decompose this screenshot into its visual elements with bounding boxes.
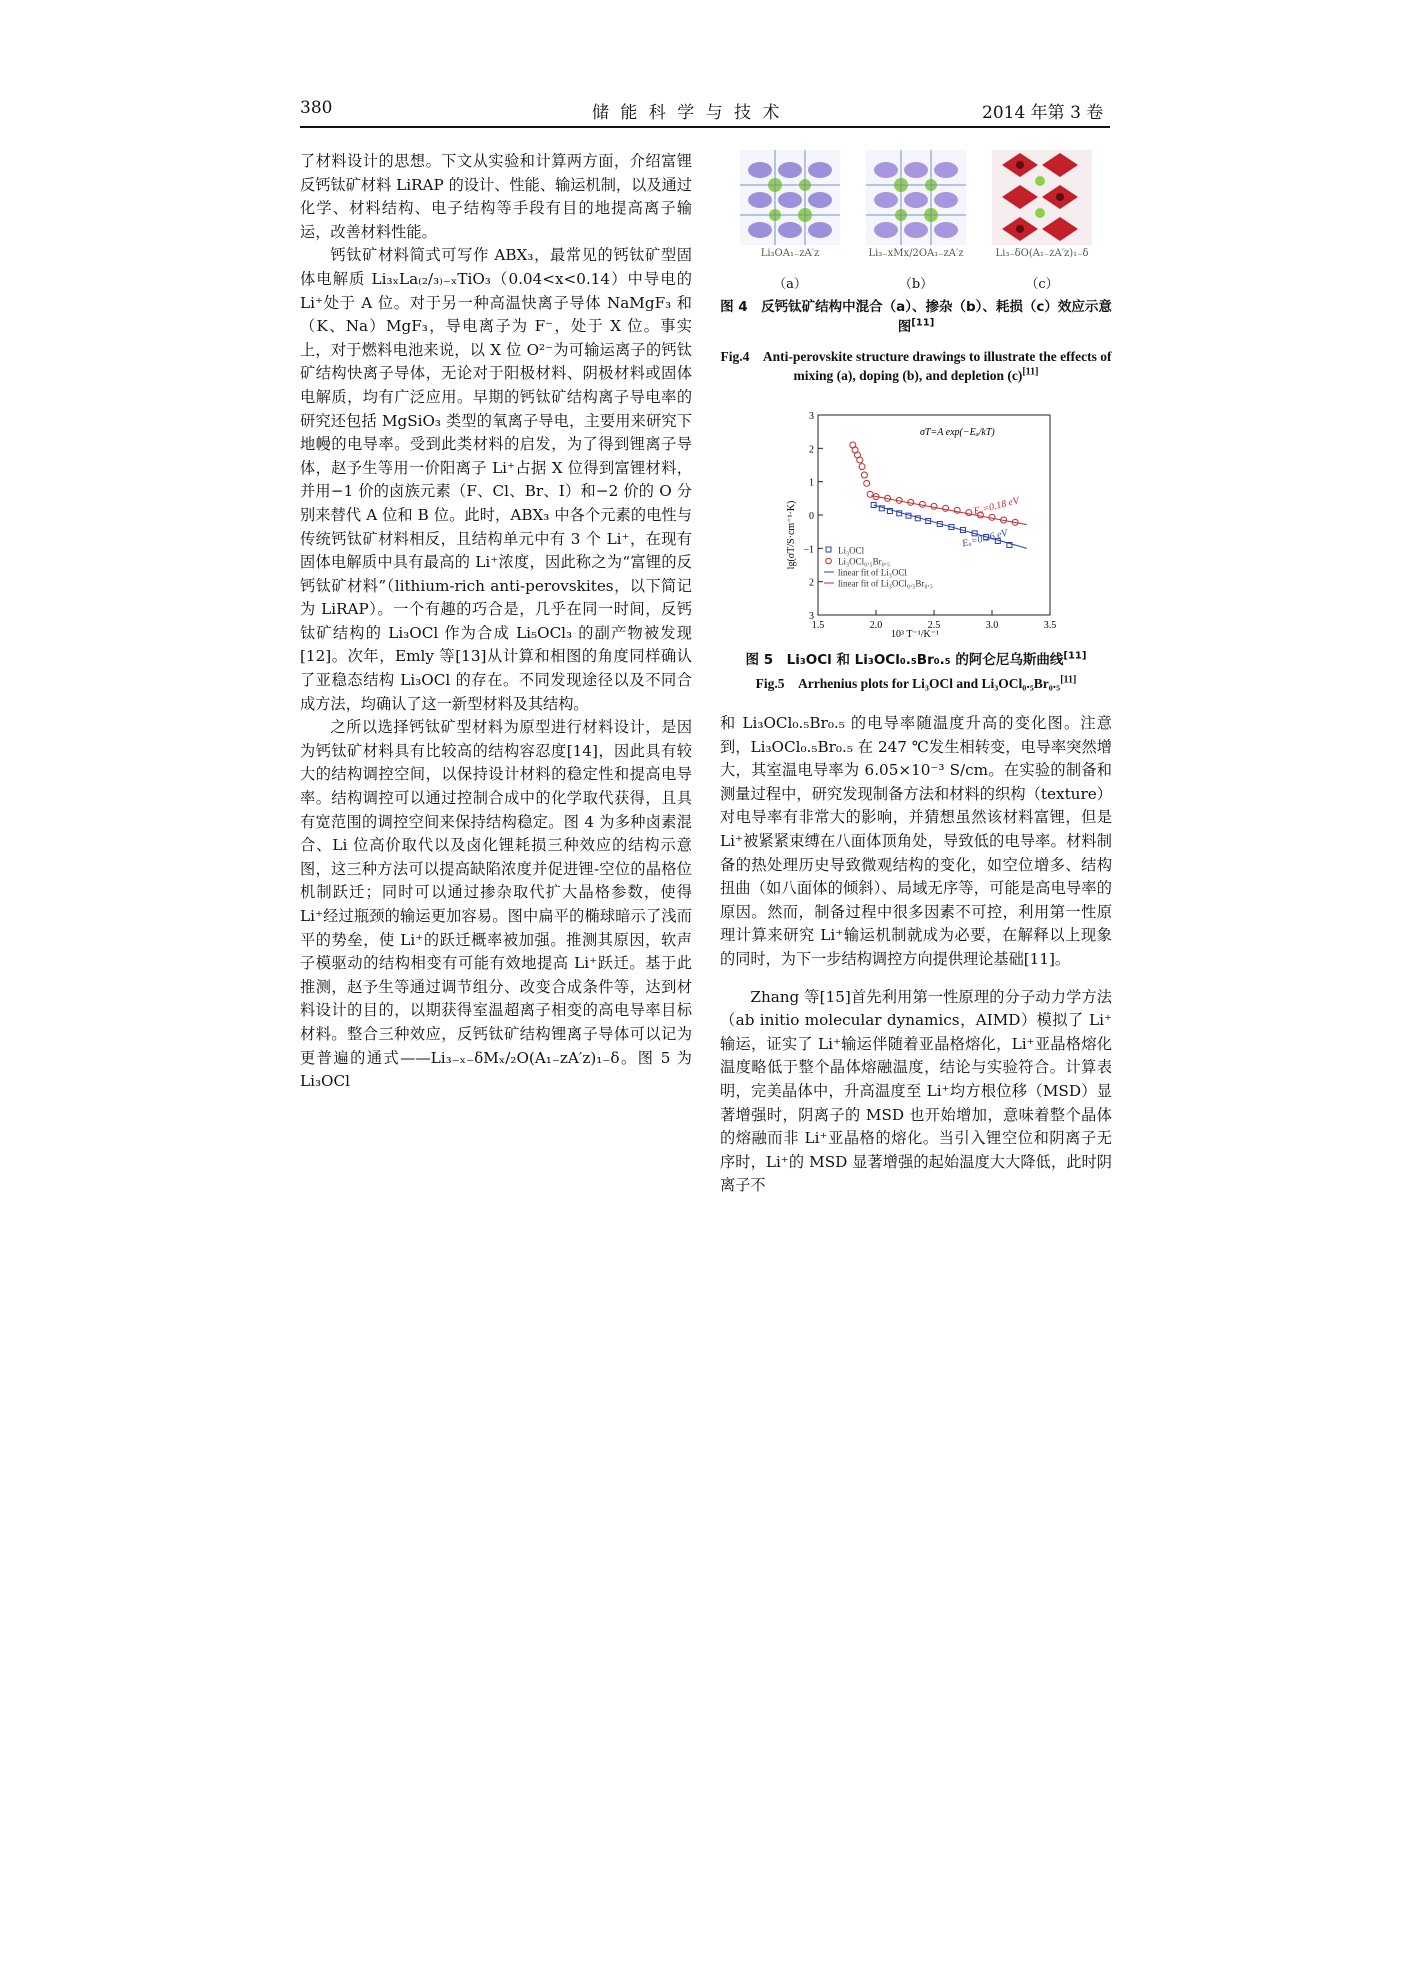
data-point-li3oclbr [931,503,937,509]
data-point-li3oclbr [859,464,865,470]
data-point-li3oclbr [861,472,867,478]
x-tick-label: 2.0 [869,620,883,631]
structure-a-formula: Li₃OA₁₋zA′z [760,248,820,259]
x-tick-label: 3.0 [985,620,999,631]
figure-5-caption [720,650,1112,693]
annotation-ea-026: Eₐ=0.26 eV [961,527,1009,550]
figure-4-caption-en: Fig.4 Anti-perovskite structure drawings to illustrate the effects of mixing (a), doping (b), and depletion (c)[11] [720,349,1112,383]
structure-b-image [866,150,966,245]
page-number: 380 [300,98,333,118]
figure-5-caption-en: Fig.5 Arrhenius plots for Li₃OCl and Li₃OCl₀.₅Br₀.₅[11] [755,674,1077,691]
data-point-li3oclbr [867,491,873,497]
data-point-li3oclbr [864,480,870,486]
left-column [300,150,692,1094]
x-tick-label: 1.5 [811,620,825,631]
paragraph: 之所以选择钙钛矿型材料为原型进行材料设计，是因为钙钛矿材料具有比较高的结构容忍度[14]，因此具有较大的结构调控空间，以保持设计材料的稳定性和提高电导率。结构调控可以通过控制合成中的化学取代获得，且具有宽范围的调控空间来保持结构稳定。图 4 为多种卤素混合、Li 位高价取代以及卤化锂耗损三种效应的结构示意图，这三种方法可以提高缺陷浓度并促进锂-空位的晶格位机制跃迁；同时可以通过掺杂取代扩大晶格参数，使得 Li⁺经过瓶颈的输运更加容易。图中扁平的椭球暗示了浅而平的势垒，使 Li⁺的跃迁概率被加强。推测其原因，软声子模驱动的结构相变有可能有效地提高 Li⁺跃迁。基于此推测，赵予生等通过调节组分、改变合成条件等，达到材料设计的目的，以期获得室温超离子相变的高电导率目标材料。整合三种效应，反钙钛矿结构锂离子导体可以记为更普遍的通式——Li₃₋ₓ₋δMₓ/₂O(A₁₋zA′z)₁₋δ。图 5 为 Li₃OCl [300,718,692,1091]
right-column [720,712,1112,1198]
y-tick-label: 2 [809,444,814,456]
legend-label: Li₃OCl [838,545,865,556]
legend-marker [826,547,831,552]
y-tick-label: 3 [809,611,814,622]
x-tick-label: 3.5 [1043,620,1057,631]
annotation-ea-018: Eₐ=0.18 eV [972,495,1021,518]
figure-4-caption-cn: 图 4 反钙钛矿结构中混合（a）、掺杂（b）、耗损（c）效应示意图[11] [720,299,1112,335]
structure-c-formula: Li₃₋δO(A₁₋zA′z)₁₋δ [995,248,1089,259]
chart-equation: σT=A exp(−Eₐ/kT) [920,427,995,438]
journal-title: 储 能 科 学 与 技 术 [592,103,783,123]
x-tick-label: 2.5 [927,620,941,631]
y-tick-label: 1 [809,477,814,489]
y-tick-label: −1 [803,544,814,556]
legend-label: linear fit of Li₃OCl₀.₅Br₀.₅ [838,578,933,589]
legend-label: Li₃OCl₀.₅Br₀.₅ [838,556,891,567]
data-point-li3oclbr [966,510,972,516]
paragraph: 钙钛矿材料简式可写作 ABX₃，最常见的钙钛矿型固体电解质 Li₃ₓLa₍₂/₃₎₋ₓTiO₃（0.04<x<0.14）中导电的 Li⁺处于 A 位。对于另一种高温快离子导体 NaMgF₃ 和（K、Na）MgF₃，导电离子为 F⁻，处于 X 位。事实上，对于燃料电池来说，以 X 位 O²⁻为可输运离子的钙钛矿结构快离子导体，无论对于阳极材料、阴极材料或固体电解质，均有广泛应用。早期的钙钛矿结构离子导电率的研究还包括 MgSiO₃ 类型的氧离子导电，主要用来研究下地幔的电导率。受到此类材料的启发，为了得到锂离子导体，赵予生等用一价阳离子 Li⁺占据 X 位得到富锂材料，并用−1 价的卤族元素（F、Cl、Br、I）和−2 价的 O 分别来替代 A 位和 B 位。此时，ABX₃ 中各个元素的电性与传统钙钛矿材料相反，且结构单元中有 3 个 Li⁺，在现有固体电解质中具有最高的 Li⁺浓度，因此称之为“富锂的反钙钛矿材料”（lithium-rich anti-perovskites，以下简记为 LiRAP）。一个有趣的巧合是，几乎在同一时间，反钙钛矿结构的 Li₃OCl 作为合成 Li₅OCl₃ 的副产物被发现[12]。次年，Emly 等[13]从计算和相图的角度同样确认了亚稳态结构 Li₃OCl 的存在。不同发现途径以及不同合成方法，均确认了这一新型材料及其结构。 [300,246,692,713]
arrhenius-chart [770,405,1070,640]
legend-marker [826,558,832,564]
panel-label-b: （b） [898,277,934,292]
y-tick-label: 3 [809,411,814,422]
panel-label-c: （c） [1025,277,1059,292]
figure-5 [770,405,1070,640]
figure-5-caption-cn: 图 5 Li₃OCl 和 Li₃OCl₀.₅Br₀.₅ 的阿仑尼乌斯曲线[11] [745,650,1087,668]
paragraph: Zhang 等[15]首先利用第一性原理的分子动力学方法（ab initio molecular dynamics，AIMD）模拟了 Li⁺输运，证实了 Li⁺输运伴随着亚晶格熔化，Li⁺亚晶格熔化温度略低于整个晶体熔融温度，结论与实验符合。计算表明，完美晶体中，升高温度至 Li⁺均方根位移（MSD）显著增强时，阴离子的 MSD 也开始增加，意味着整个晶体的熔融而非 Li⁺亚晶格的熔化。当引入锂空位和阴离子无序时，Li⁺的 MSD 显著增强的起始温度大大降低，此时阴离子不 [720,987,1112,1195]
figure-4 [720,145,1112,405]
y-tick-label: 0 [809,511,814,522]
data-point-li3oclbr [857,457,863,463]
paragraph: 了材料设计的思想。下文从实验和计算两方面，介绍富锂反钙钛矿材料 LiRAP 的设计、性能、输运机制，以及通过化学、材料结构、电子结构等手段有目的地提高离子输运，改善材料性能。 [300,152,692,241]
header-rule [300,126,1110,128]
issue-label: 2014 年第 3 卷 [982,103,1104,123]
paragraph: 和 Li₃OCl₀.₅Br₀.₅ 的电导率随温度升高的变化图。注意到，Li₃OCl₀.₅Br₀.₅ 在 247 ℃发生相转变，电导率突然增大，其室温电导率为 6.05×10⁻³ S/cm。在实验的制备和测量过程中，研究发现制备方法和材料的织构（texture）对电导率有非常大的影响，并猜想虽然该材料富锂，但是 Li⁺被紧紧束缚在八面体顶角处，导致低的电导率。材料制备的热处理历史导致微观结构的变化，如空位增多、结构扭曲（如八面体的倾斜）、局域无序等，可能是高电导率的原因。然而，制备过程中很多因素不可控，利用第一性原理计算来研究 Li⁺输运机制就成为必要，在解释以上现象的同时，为下一步结构调控方向提供理论基础[11]。 [720,714,1112,968]
legend-label: linear fit of Li₃OCl [838,567,907,578]
structure-a-image [740,150,840,245]
y-axis-label: lg(σT/S·cm⁻¹·K) [786,500,797,570]
y-tick-label: 2 [809,577,814,589]
data-point-li3oclbr [954,507,960,513]
structure-b-formula: Li₃₋xMx/2OA₁₋zA′z [868,248,964,259]
structure-c-image [992,150,1092,245]
data-point-li3oclbr [943,505,949,511]
panel-label-a: （a） [773,277,807,292]
x-axis-label: 10³ T⁻¹/K⁻¹ [891,629,939,640]
